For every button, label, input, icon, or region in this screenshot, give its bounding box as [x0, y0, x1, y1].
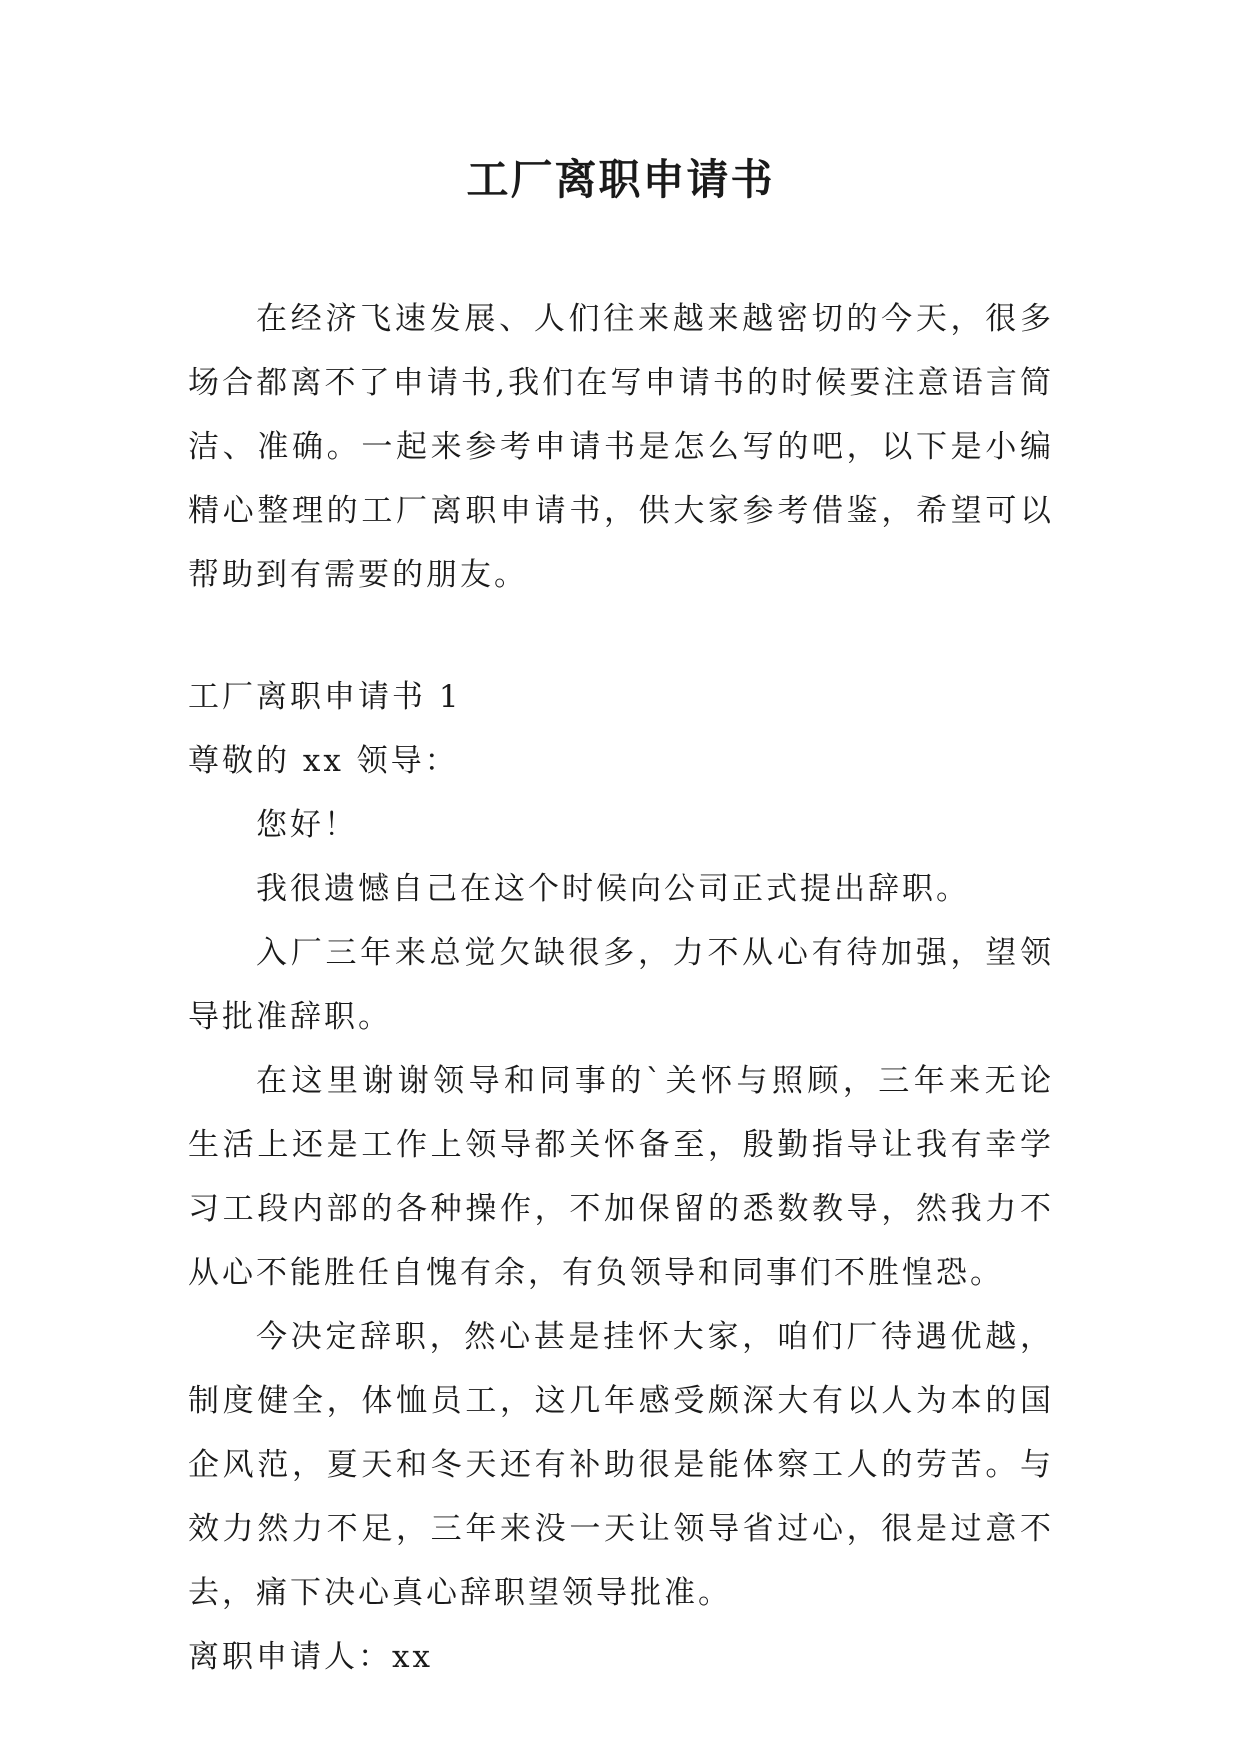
body-paragraph: 今决定辞职，然心甚是挂怀大家，咱们厂待遇优越，制度健全，体恤员工，这几年感受颇深大有以人为本的国企风范，夏天和冬天还有补助很是能体察工人的劳苦。与效力然力不足，三年来没一天让领导省过心，很是过意不去，痛下决心真心辞职望领导批准。: [188, 1319, 1054, 1611]
body-paragraph: 入厂三年来总觉欠缺很多，力不从心有待加强，望领导批准辞职。: [188, 935, 1054, 1035]
body-paragraph: 在这里谢谢领导和同事的`关怀与照顾，三年来无论生活上还是工作上领导都关怀备至，殷勤指导让我有幸学习工段内部的各种操作，不加保留的悉数教导，然我力不从心不能胜任自愧有余，有负领导和同事们不胜惶恐。: [188, 1063, 1054, 1291]
greeting: 您好！: [256, 807, 358, 843]
page-title: 工厂离职申请书: [466, 155, 775, 204]
salutation: 尊敬的 xx 领导：: [188, 743, 459, 779]
document-body: [188, 287, 1054, 1689]
section-heading: 工厂离职申请书 1: [188, 679, 462, 715]
intro-paragraph: 在经济飞速发展、人们往来越来越密切的今天，很多场合都离不了申请书,我们在写申请书的时候要注意语言简洁、准确。一起来参考申请书是怎么写的吧，以下是小编精心整理的工厂离职申请书，供大家参考借鉴，希望可以帮助到有需要的朋友。: [188, 301, 1054, 593]
signature: 离职申请人：xx: [188, 1639, 433, 1675]
body-paragraph: 我很遗憾自己在这个时候向公司正式提出辞职。: [256, 871, 970, 907]
